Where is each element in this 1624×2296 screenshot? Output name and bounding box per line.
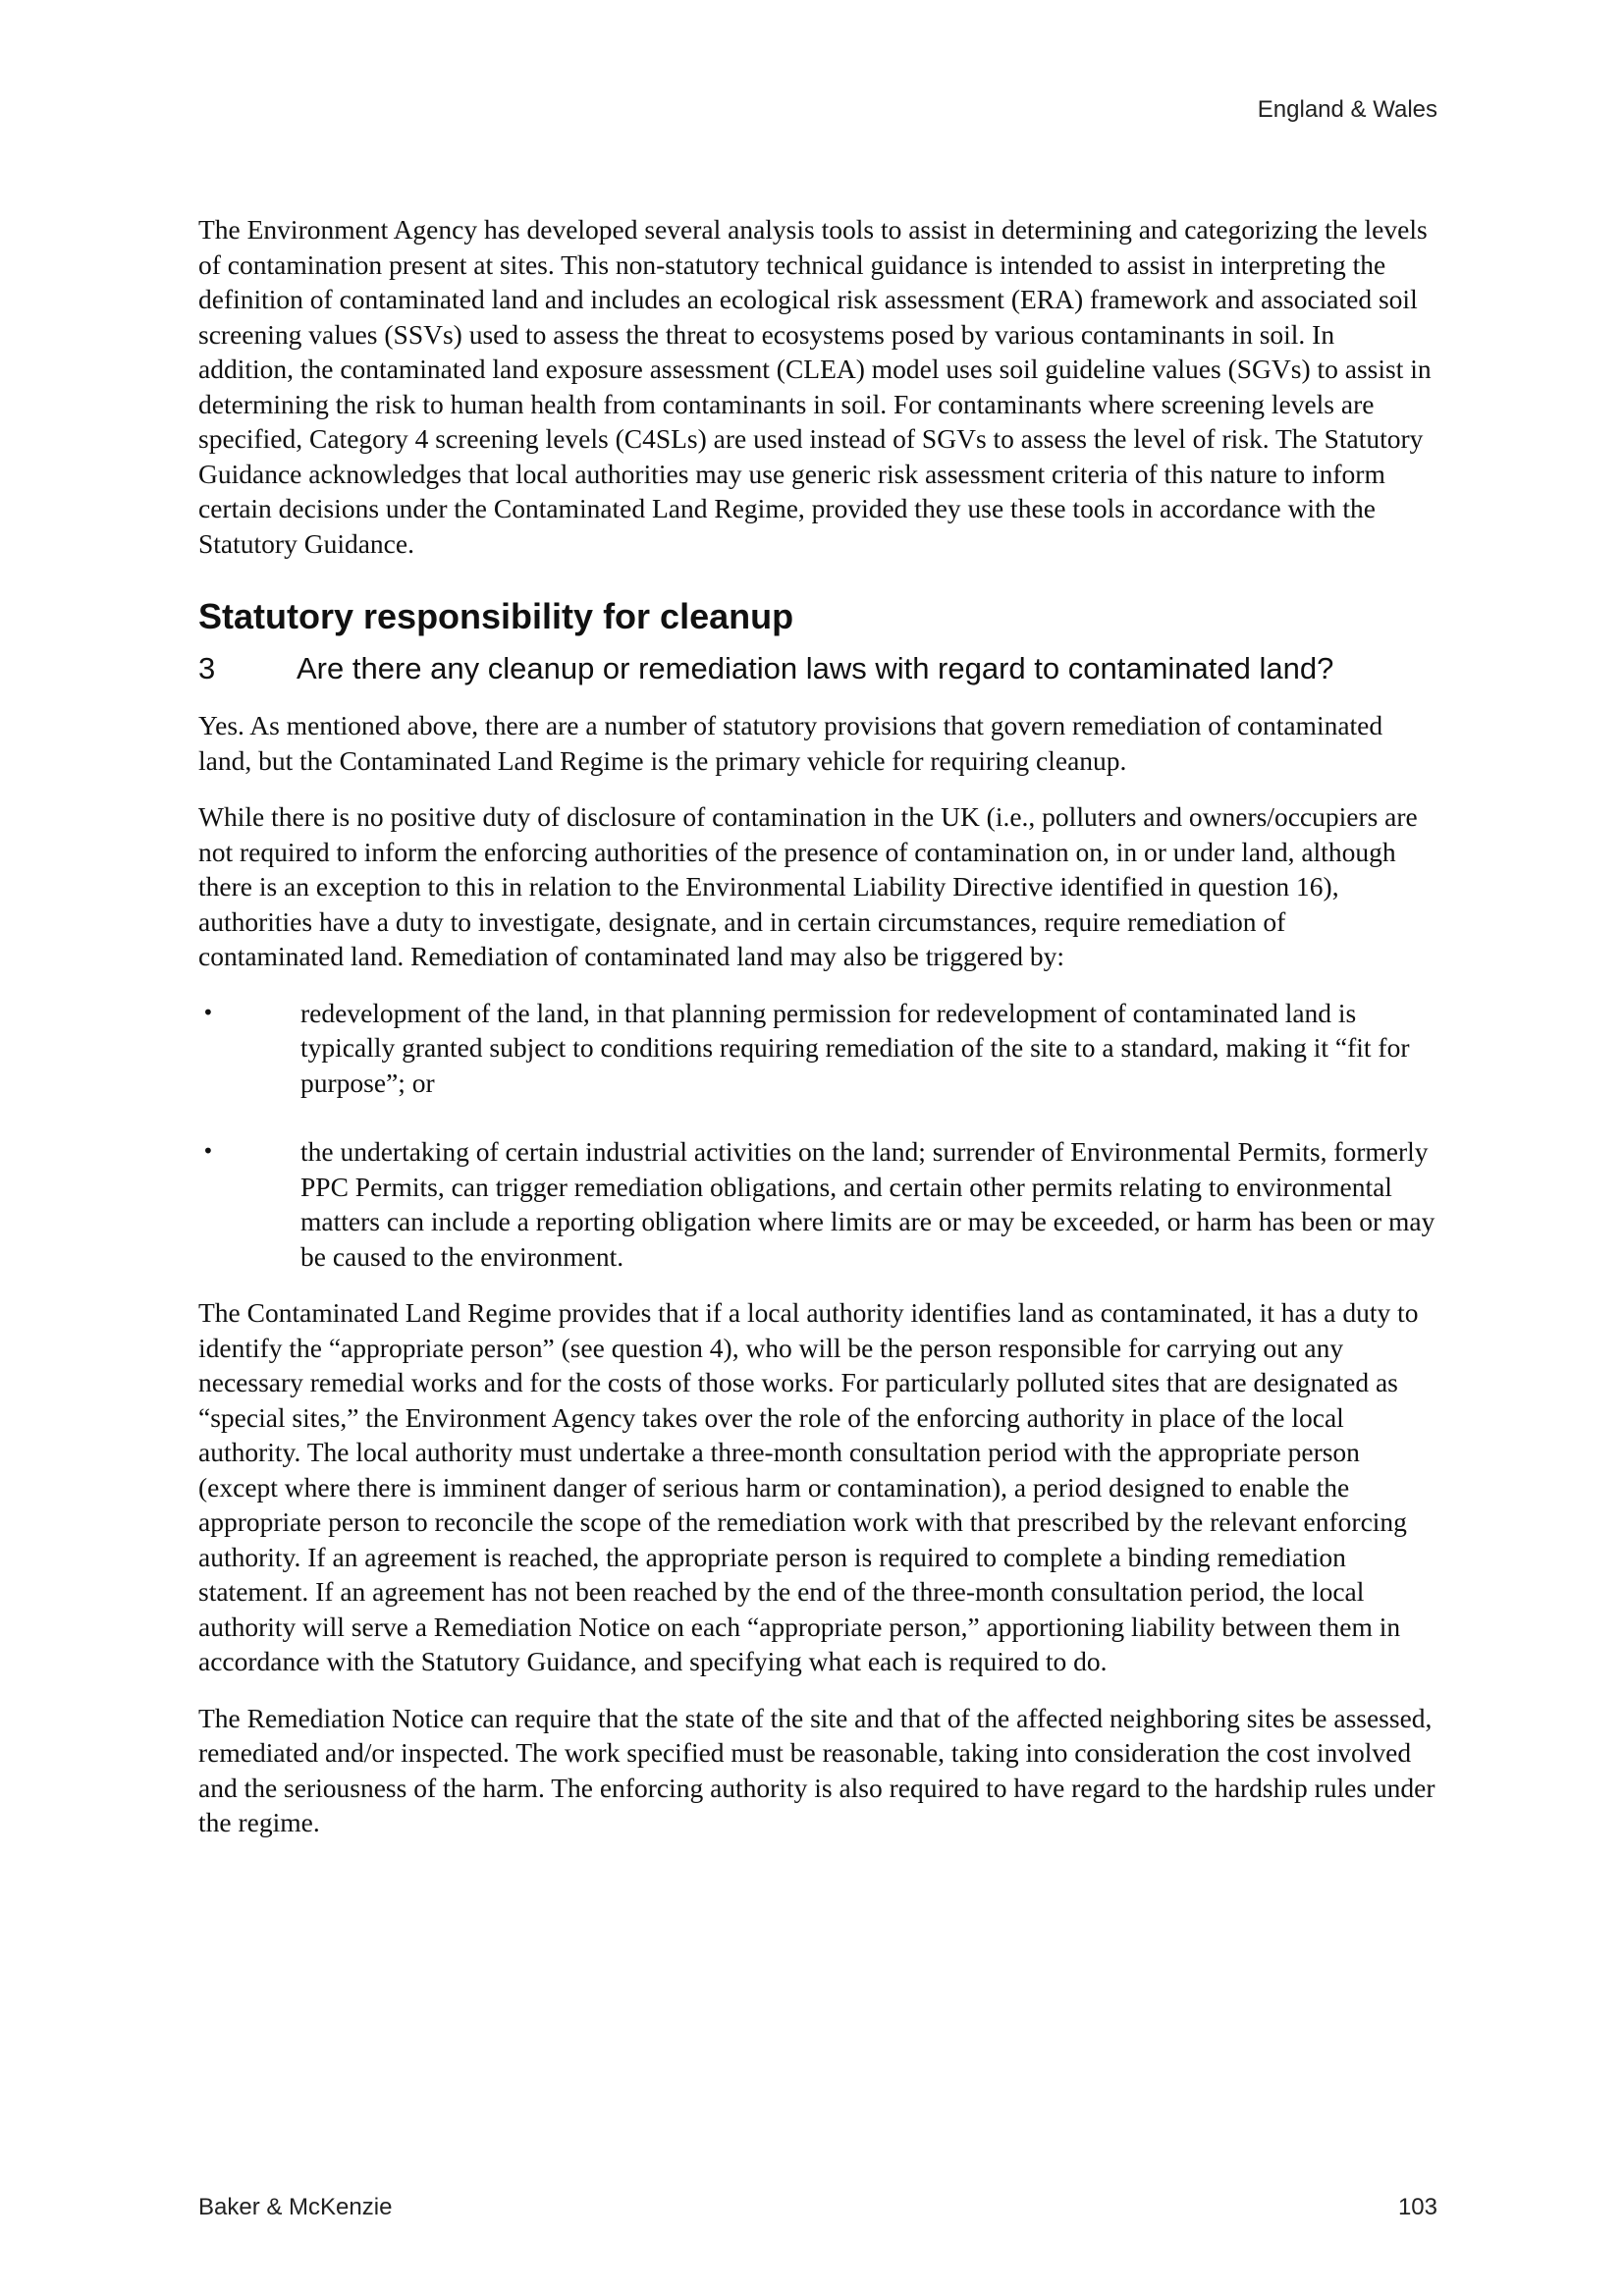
bullet-icon: • xyxy=(202,1000,214,1024)
page-number: 103 xyxy=(1397,2194,1437,2220)
answer-paragraph: The Contaminated Land Regime provides that if a local authority identifies land as contaminated, it has a duty to identify the “appropriate person” (see question 4), who will be the person responsible for carrying out any necessary remedial works and for the costs of those works. For particularly polluted sites that are designated as “special sites,” the Environment Agency takes over the role of the enforcing authority in place of the local authority. The local authority must undertake a three-month consultation period with the appropriate person (except where there is imminent danger of serious harm or contamination), a period designed to enable the appropriate person to reconcile the scope of the remediation work with that prescribed by the relevant enforcing authority. If an agreement is reached, the appropriate person is required to complete a binding remediation statement. If an agreement has not been reached by the end of the three-month consultation period, the local authority will serve a Remediation Notice on each “appropriate person,” apportioning liability between them in accordance with the Statutory Guidance, and specifying what each is required to do. xyxy=(198,1297,1419,1676)
answer-paragraph: Yes. As mentioned above, there are a number of statutory provisions that govern remediation of contaminated land, but the Contaminated Land Regime is the primary vehicle for requiring cleanup. xyxy=(198,710,1383,776)
list-item xyxy=(198,996,1435,1101)
question-text: Are there any cleanup or remediation laws with regard to contaminated land? xyxy=(297,651,1334,685)
bullet-list xyxy=(198,996,1435,1275)
intro-paragraph: The Environment Agency has developed several analysis tools to assist in determining and categorizing the levels of contamination present at sites. This non-statutory technical guidance is intended to assist in interpreting the definition of contaminated land and includes an ecological risk assessment (ERA) framework and associated soil screening values (SSVs) used to assess the threat to ecosystems posed by various contaminants in soil. In addition, the contaminated land exposure assessment (CLEA) model uses soil guideline values (SGVs) to assist in determining the risk to human health from contaminants in soil. For contaminants where screening levels are specified, Category 4 screening levels (C4SLs) are used instead of SGVs to assess the level of risk. The Statutory Guidance acknowledges that local authorities may use generic risk assessment criteria of this nature to inform certain decisions under the Contaminated Land Regime, provided they use these tools in accordance with the Statutory Guidance. xyxy=(198,214,1432,559)
answer-paragraph: While there is no positive duty of disclosure of contamination in the UK (i.e., polluters and owners/occupiers are not required to inform the enforcing authorities of the presence of contamination on, in or under land, although there is an exception to this in relation to the Environmental Liability Directive identified in question 16), authorities have a duty to investigate, designate, and in certain circumstances, require remediation of contaminated land. Remediation of contaminated land may also be triggered by: xyxy=(198,801,1418,971)
list-item xyxy=(198,1134,1435,1274)
question-heading xyxy=(198,651,1435,686)
bullet-text: redevelopment of the land, in that planning permission for redevelopment of contaminated land is typically granted subject to conditions requiring remediation of the site to a standard, making it “fit for purpose”; or xyxy=(300,997,1410,1098)
question-number: 3 xyxy=(198,651,216,685)
bullet-icon: • xyxy=(202,1139,214,1163)
running-header: England & Wales xyxy=(1257,96,1437,123)
page-content xyxy=(198,212,1435,1862)
answer-paragraph: The Remediation Notice can require that the state of the site and that of the affected neighboring sites be assessed, remediated and/or inspected. The work specified must be reasonable, taking into consideration the cost involved and the seriousness of the harm. The enforcing authority is also required to have regard to the hardship rules under the regime. xyxy=(198,1702,1435,1837)
bullet-text: the undertaking of certain industrial activities on the land; surrender of Environmental Permits, formerly PPC Permits, can trigger remediation obligations, and certain other permits relating to environmental matters can include a reporting obligation where limits are or may be exceeded, or harm has been or may be caused to the environment. xyxy=(300,1136,1435,1272)
footer-firm-name: Baker & McKenzie xyxy=(198,2194,393,2220)
section-heading: Statutory responsibility for cleanup xyxy=(198,596,794,636)
